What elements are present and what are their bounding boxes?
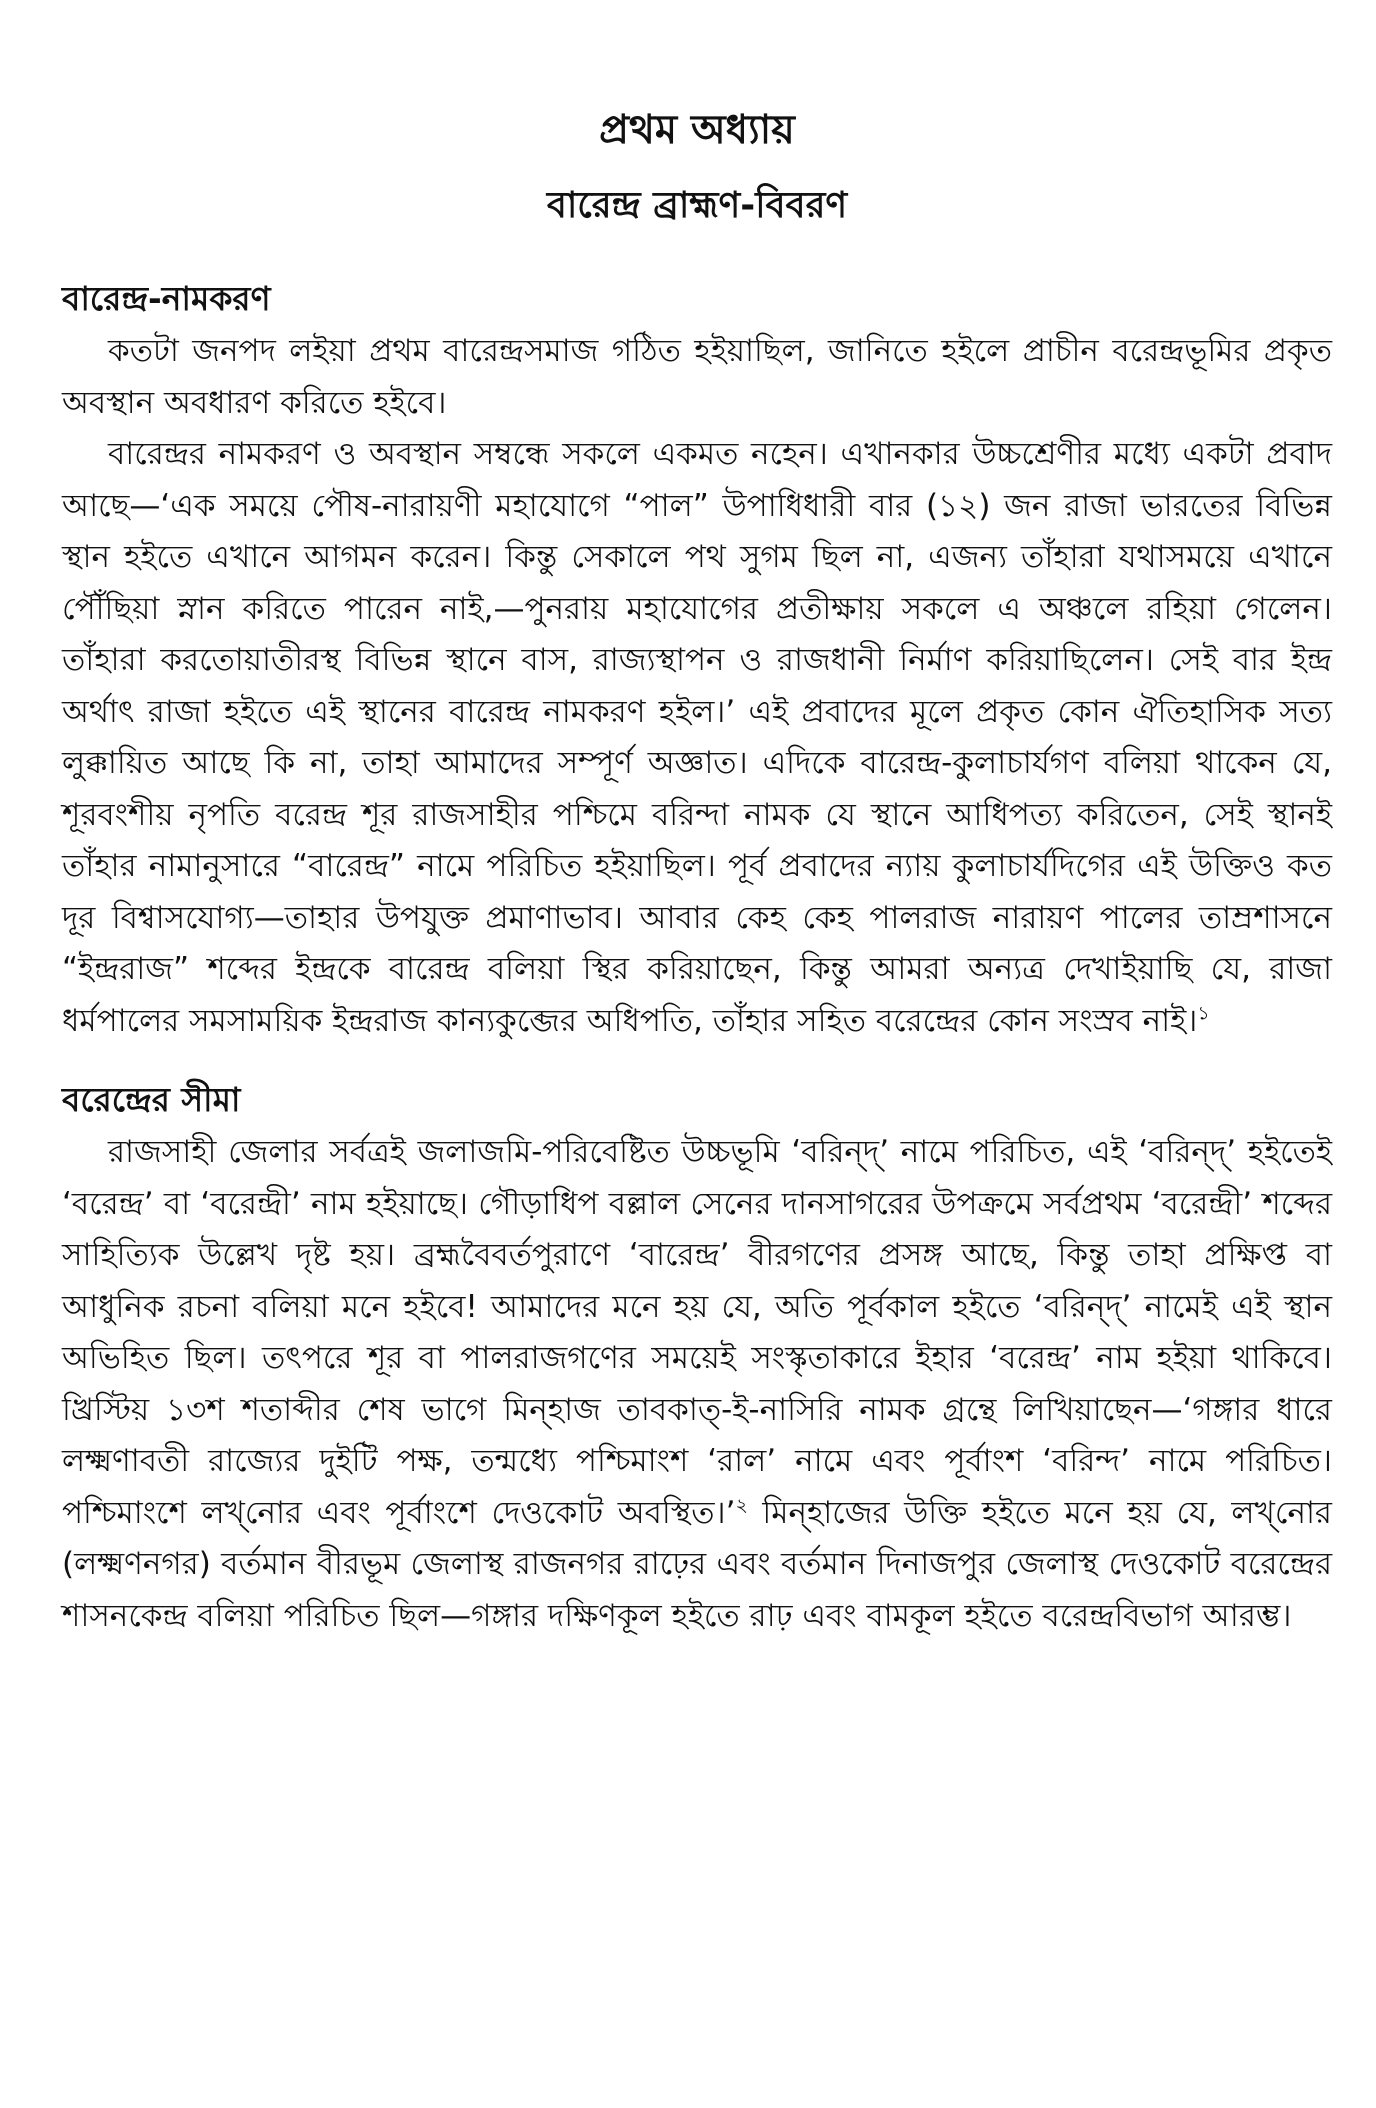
paragraph-text: কতটা জনপদ লইয়া প্রথম বারেন্দ্রসমাজ গঠিত হইয়াছিল, জানিতে হইলে প্রাচীন বরেন্দ্রভূমির প্রকৃত অবস্থান অবধারণ করিতে হইবে। <box>62 333 1332 421</box>
footnote-marker: ২ <box>735 1494 748 1517</box>
book-page <box>62 100 1332 1642</box>
paragraph-text-continuation: মিন্‌হাজের উক্তি হইতে মনে হয় যে, লখ্‌নোর (লক্ষ্মণনগর) বর্তমান বীরভূম জেলাস্থ রাজনগর রাঢ়ের এবং বর্তমান দিনাজপুর জেলাস্থ দেওকোট বরেন্দ্রের শাসনকেন্দ্র বলিয়া পরিচিত ছিল—গঙ্গার দক্ষিণকূল হইতে রাঢ় এবং বামকূল হইতে বরেন্দ্রবিভাগ আরম্ভ। <box>62 1494 1332 1634</box>
paragraph <box>62 1127 1332 1642</box>
paragraph <box>62 429 1332 1047</box>
footnote-marker: ১ <box>1197 1002 1210 1025</box>
section-boundary <box>62 1077 1332 1642</box>
section-heading-boundary: বরেন্দ্রের সীমা <box>62 1080 241 1119</box>
section-heading-naming: বারেন্দ্র-নামকরণ <box>62 279 271 318</box>
paragraph <box>62 326 1332 429</box>
paragraph-text: রাজসাহী জেলার সর্বত্রই জলাজমি-পরিবেষ্টিত উচ্চভূমি ‘বরিন্দ্’ নামে পরিচিত, এই ‘বরিন্দ্’ হইতেই ‘বরেন্দ্র’ বা ‘বরেন্দ্রী’ নাম হইয়াছে। গৌড়াধিপ বল্লাল সেনের দানসাগরের উপক্রমে সর্বপ্রথম ‘বরেন্দ্রী’ শব্দের সাহিত্যিক উল্লেখ দৃষ্ট হয়। ব্রহ্মবৈবর্তপুরাণে ‘বারেন্দ্র’ বীরগণের প্রসঙ্গ আছে, কিন্তু তাহা প্রক্ষিপ্ত বা আধুনিক রচনা বলিয়া মনে হইবে! আমাদের মনে হয় যে, অতি পূর্বকাল হইতে ‘বরিন্দ্’ নামেই এই স্থান অভিহিত ছিল। তৎপরে শূর বা পালরাজগণের সময়েই সংস্কৃতাকারে ইহার ‘বরেন্দ্র’ নাম হইয়া থাকিবে। খ্রিস্টিয় ১৩শ শতাব্দীর শেষ ভাগে মিন্‌হাজ তাবকাত্-ই-নাসিরি নামক গ্রন্থে লিখিয়াছেন—‘গঙ্গার ধারে লক্ষ্মণাবতী রাজ্যের দুইটি পক্ষ, তন্মধ্যে পশ্চিমাংশ ‘রাল’ নামে এবং পূর্বাংশ ‘বরিন্দ’ নামে পরিচিত। পশ্চিমাংশে লখ্‌নোর এবং পূর্বাংশে দেওকোট অবস্থিত।’ <box>62 1134 1332 1531</box>
chapter-title: প্রথম অধ্যায় <box>599 107 795 153</box>
paragraph-text: বারেন্দ্রর নামকরণ ও অবস্থান সম্বন্ধে সকলে একমত নহেন। এখানকার উচ্চশ্রেণীর মধ্যে একটা প্রবাদ আছে—‘এক সময়ে পৌষ-নারায়ণী মহাযোগে “পাল” উপাধিধারী বার (১২) জন রাজা ভারতের বিভিন্ন স্থান হইতে এখানে আগমন করেন। কিন্তু সেকালে পথ সুগম ছিল না, এজন্য তাঁহারা যথাসময়ে এখানে পৌঁছিয়া স্নান করিতে পারেন নাই,—পুনরায় মহাযোগের প্রতীক্ষায় সকলে এ অঞ্চলে রহিয়া গেলেন। তাঁহারা করতোয়াতীরস্থ বিভিন্ন স্থানে বাস, রাজ্যস্থাপন ও রাজধানী নির্মাণ করিয়াছিলেন। সেই বার ইন্দ্র অর্থাৎ রাজা হইতে এই স্থানের বারেন্দ্র নামকরণ হইল।’ এই প্রবাদের মূলে প্রকৃত কোন ঐতিহাসিক সত্য লুক্কায়িত আছে কি না, তাহা আমাদের সম্পূর্ণ অজ্ঞাত। এদিকে বারেন্দ্র-কুলাচার্যগণ বলিয়া থাকেন যে, শূরবংশীয় নৃপতি বরেন্দ্র শূর রাজসাহীর পশ্চিমে বরিন্দা নামক যে স্থানে আধিপত্য করিতেন, সেই স্থানই তাঁহার নামানুসারে “বারেন্দ্র” নামে পরিচিত হইয়াছিল। পূর্ব প্রবাদের ন্যায় কুলাচার্যদিগের এই উক্তিও কত দূর বিশ্বাসযোগ্য—তাহার উপযুক্ত প্রমাণাভাব। আবার কেহ কেহ পালরাজ নারায়ণ পালের তাম্রশাসনে “ইন্দ্ররাজ” শব্দের ইন্দ্রকে বারেন্দ্র বলিয়া স্থির করিয়াছেন, কিন্তু আমরা অন্যত্র দেখাইয়াছি যে, রাজা ধর্মপালের সমসাময়িক ইন্দ্ররাজ কান্যকুব্জের অধিপতি, তাঁহার সহিত বরেন্দ্রের কোন সংস্রব নাই। <box>62 436 1332 1039</box>
section-naming <box>62 276 1332 1047</box>
chapter-subtitle: বারেন্দ্র ব্রাহ্মণ-বিবরণ <box>546 185 848 226</box>
